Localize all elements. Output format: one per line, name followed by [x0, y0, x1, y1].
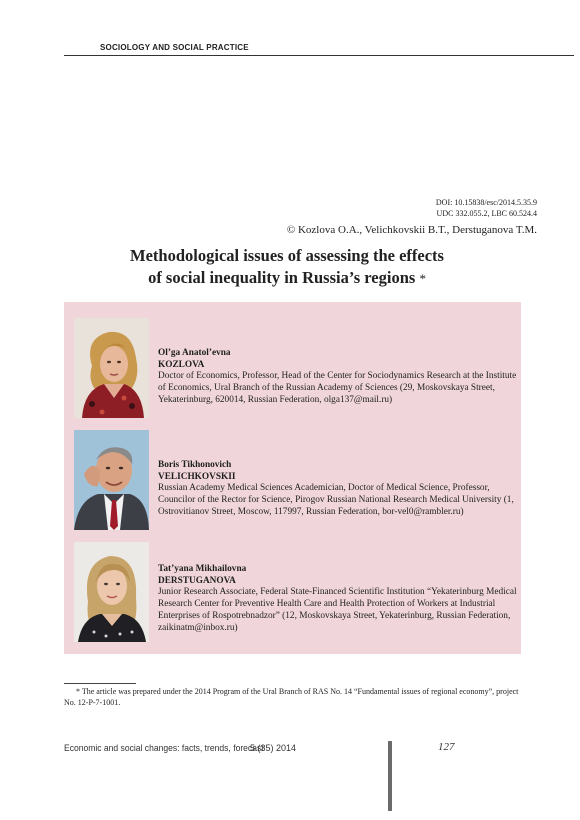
- author-first-name: Ol’ga Anatol’evna: [158, 348, 231, 358]
- author-photo-kozlova: [74, 318, 149, 418]
- authors-panel: [64, 302, 521, 654]
- author-photo-velichkovskii: [74, 430, 149, 530]
- author-photo-derstuganova: [74, 542, 149, 642]
- article-title: [64, 245, 510, 290]
- title-line-2: of social inequality in Russia’s regions: [148, 268, 416, 287]
- footnote: * The article was prepared under the 2014 Program of the Ural Branch of RAS No. 14 “Fundamental issues of regional economy”, project No. 12-P-7-1001.: [64, 687, 519, 707]
- issue-number: 5 (35) 2014: [250, 743, 297, 753]
- author-first-name: Tat’yana Mikhailovna: [158, 564, 247, 574]
- udc-lbc: UDC 332.055.2, LBC 60.524.4: [436, 209, 537, 218]
- header-rule: [64, 55, 574, 56]
- author-first-name: Boris Tikhonovich: [158, 460, 232, 470]
- footnote-rule: [64, 683, 136, 684]
- page-number: 127: [438, 741, 455, 753]
- author-bio: Doctor of Economics, Professor, Head of the Center for Sociodynamics Research at the Institute of Economics, Ural Branch of the Russian Academy of Sciences (29, Moskovskaya Street, Yekaterinburg, 620014, Russian Federation, olga137@mail.ru): [158, 371, 517, 405]
- author-last-name: KOZLOVA: [158, 359, 205, 370]
- footer-divider: [388, 741, 392, 811]
- author-bio: Junior Research Associate, Federal State-Financed Scientific Institution “Yekaterinburg Medical Research Center for Preventive Health Care and Health Protection of Workers at Industrial Enterprises of Rospotrebnadzor” (12, Moskovskaya Street, Yekaterinburg, Russian Federation, zaikinatm@inbox.ru): [158, 587, 517, 633]
- copyright: © Kozlova O.A., Velichkovskii B.T., Derstuganova T.M.: [286, 224, 537, 236]
- journal-name: Economic and social changes: facts, trends, forecast: [64, 743, 264, 753]
- author-last-name: DERSTUGANOVA: [158, 575, 236, 586]
- author-last-name: VELICHKOVSKII: [158, 471, 236, 482]
- title-footnote-marker: *: [419, 271, 426, 286]
- author-bio: Russian Academy Medical Sciences Academician, Doctor of Medical Science, Professor, Councilor of the Rector for Science, Pirogov Russian National Research Medical University (1, Ostrovitianov Street, Moscow, 117997, Russian Federation, bor-vel0@rambler.ru): [158, 483, 514, 517]
- title-line-1: Methodological issues of assessing the effects: [130, 246, 444, 265]
- doi: DOI: 10.15838/esc/2014.5.35.9: [435, 198, 537, 207]
- section-header: SOCIOLOGY AND SOCIAL PRACTICE: [100, 43, 249, 52]
